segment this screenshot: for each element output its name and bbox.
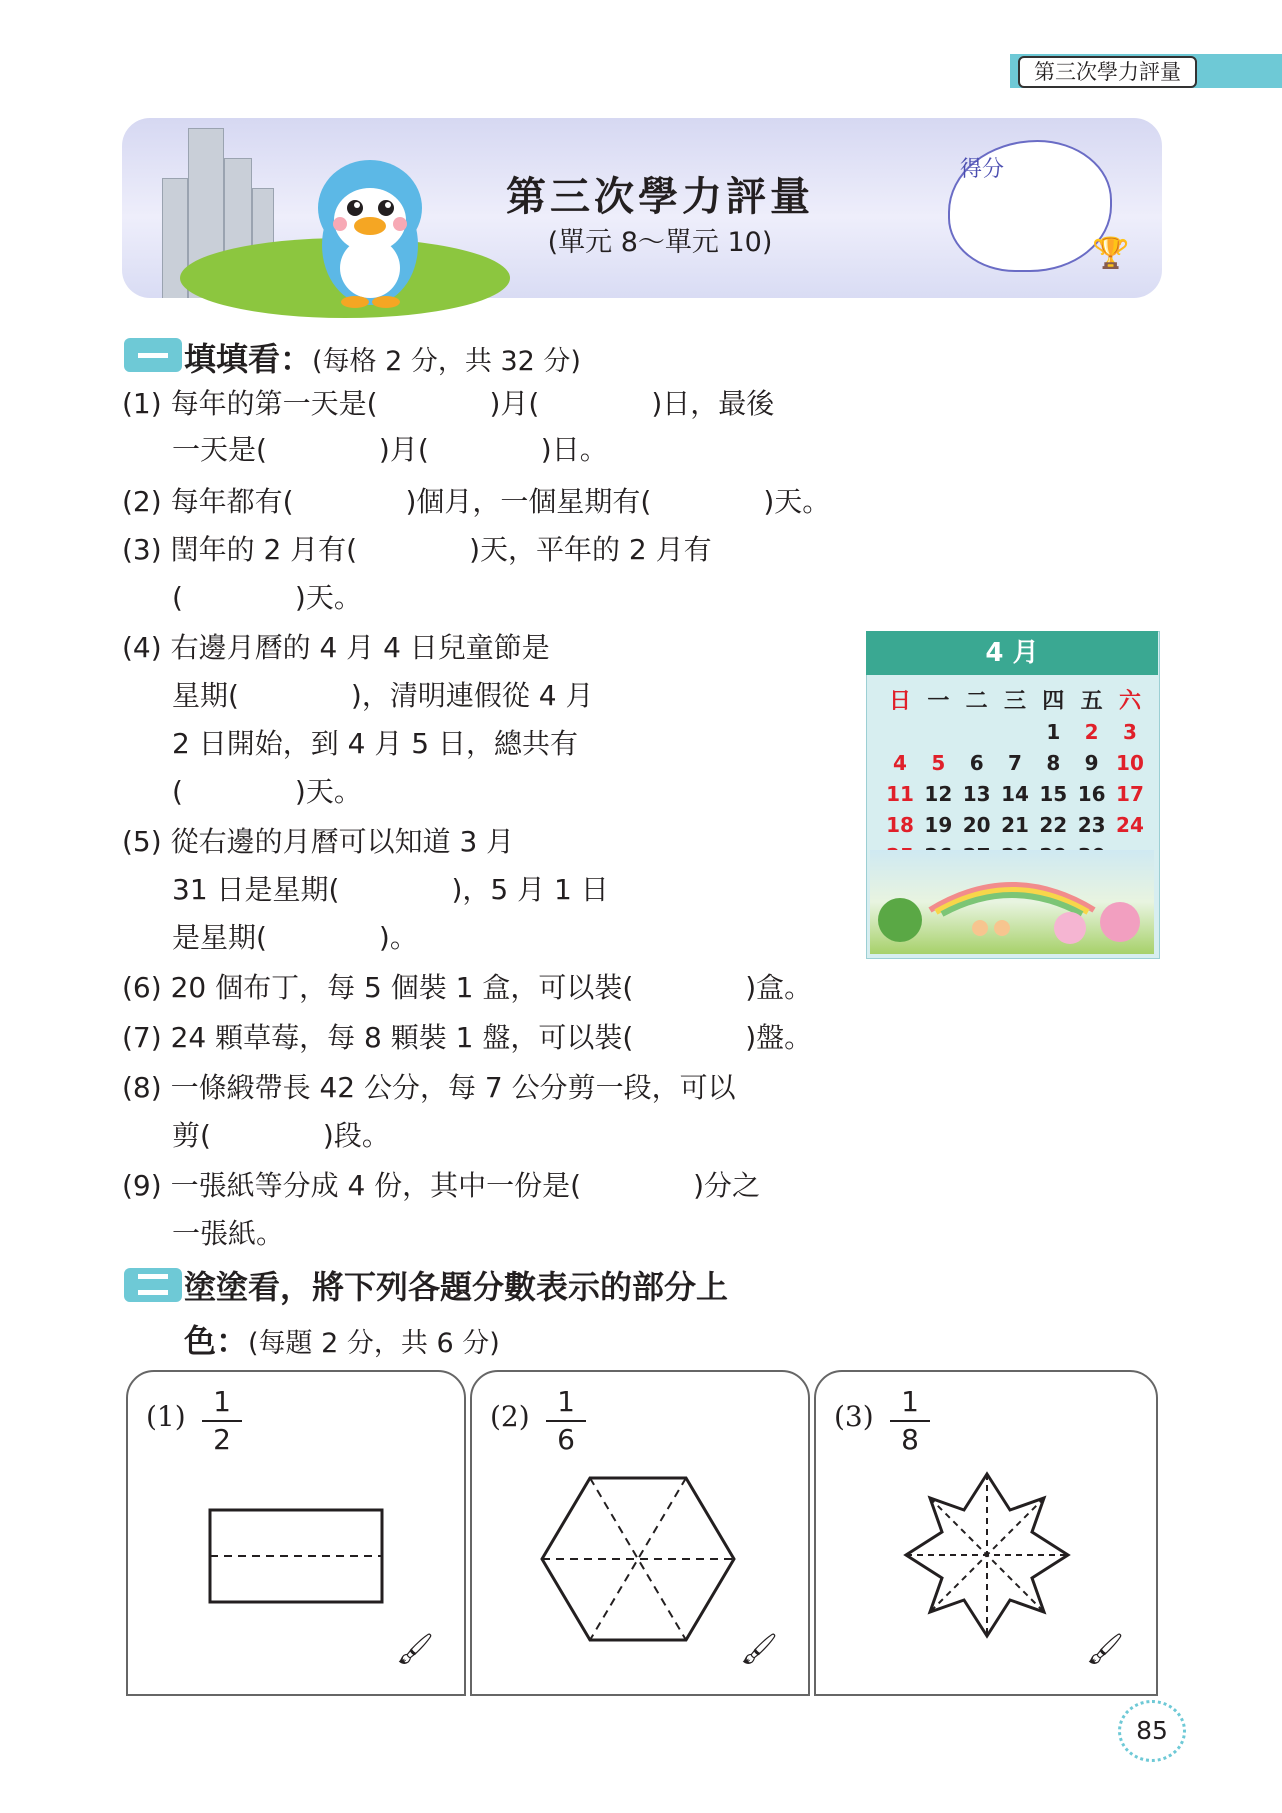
item-1-numerator: 1: [213, 1385, 231, 1418]
item-1-denominator: 2: [213, 1423, 231, 1456]
calendar-day: 5: [931, 751, 946, 775]
calendar-day: 2: [1084, 720, 1099, 744]
calendar-week-row: [882, 810, 1148, 841]
calendar-day: 19: [924, 813, 953, 837]
item-1-label: (1): [146, 1400, 186, 1433]
calendar-day: 15: [1039, 782, 1068, 806]
question-1-line-1: (1) 每年的第一天是( )月( )日，最後: [122, 387, 775, 420]
calendar-day: 14: [1001, 782, 1029, 806]
calendar-park-illustration: [870, 850, 1154, 954]
question-8-line-1: (8) 一條緞帶長 42 公分，每 7 公分剪一段，可以: [122, 1071, 736, 1104]
paintbrush-mascot-icon: 🖌: [740, 1632, 779, 1667]
question-4-line-4: ( )天。: [172, 775, 362, 808]
calendar-day: 8: [1046, 751, 1061, 775]
trophy-icon: 🏆: [1092, 236, 1130, 271]
calendar-week-row: [882, 748, 1148, 779]
calendar-weekday: 一: [927, 689, 950, 714]
calendar-weekday: 六: [1118, 689, 1141, 714]
item-1-fraction: [202, 1386, 242, 1456]
question-7-line-1: (7) 24 顆草莓，每 8 顆裝 1 盤，可以裝( )盤。: [122, 1021, 813, 1054]
question-5-line-3: 是星期( )。: [172, 921, 418, 954]
section-two-heading-line-2: [184, 1316, 500, 1362]
calendar-day: 24: [1116, 813, 1144, 837]
penguin-mascot-illustration: [300, 150, 440, 310]
calendar-day: 3: [1123, 720, 1137, 744]
section-one-heading: [184, 334, 581, 380]
item-3-denominator: 8: [901, 1423, 919, 1456]
section-tab-label: 第三次學力評量: [1018, 56, 1197, 88]
item-3-label: (3): [834, 1400, 874, 1433]
item-2-label: (2): [490, 1400, 530, 1433]
section-two-heading-end: 色：: [184, 1322, 249, 1360]
score-label: 得分: [960, 157, 1005, 182]
question-1-line-2: 一天是( )月( )日。: [172, 433, 608, 466]
hexagon-sixths-shape[interactable]: [538, 1474, 738, 1644]
item-2-denominator: 6: [557, 1423, 575, 1456]
calendar-weekday: 五: [1080, 689, 1103, 714]
calendar-week-row: [882, 717, 1148, 748]
paintbrush-mascot-icon: 🖌: [1086, 1632, 1125, 1667]
calendar-day: 17: [1116, 782, 1144, 806]
question-4-line-2: 星期( )，清明連假從 4 月: [172, 679, 594, 712]
question-3-line-2: ( )天。: [172, 581, 362, 614]
calendar-day: [997, 717, 1033, 748]
calendar-weekday: 四: [1042, 689, 1065, 714]
calendar-weekday-row: [882, 686, 1148, 717]
question-5-line-1: (5) 從右邊的月曆可以知道 3 月: [122, 825, 515, 858]
item-3-numerator: 1: [901, 1385, 919, 1418]
question-9-line-2: 一張紙。: [172, 1217, 285, 1250]
calendar-day: [920, 717, 956, 748]
calendar-day: 13: [962, 782, 991, 806]
question-4-line-3: 2 日開始，到 4 月 5 日，總共有: [172, 727, 578, 760]
calendar-day: [959, 717, 995, 748]
section-two-badge: [124, 1268, 182, 1302]
page-subtitle: (單元 8～單元 10): [547, 227, 773, 258]
section-two-score-note: (每題 2 分，共 6 分): [248, 1328, 500, 1359]
question-9-line-1: (9) 一張紙等分成 4 份，其中一份是( )分之: [122, 1169, 761, 1202]
calendar-week-row: [882, 779, 1148, 810]
octagram-eighths-shape[interactable]: [902, 1470, 1072, 1640]
paintbrush-mascot-icon: 🖌: [396, 1632, 435, 1667]
calendar-grid: [882, 686, 1148, 872]
question-4-line-1: (4) 右邊月曆的 4 月 4 日兒童節是: [122, 631, 550, 664]
item-2-fraction: [546, 1386, 586, 1456]
calendar-day: 4: [893, 751, 907, 775]
section-one-score-note: (每格 2 分，共 32 分): [312, 346, 581, 377]
calendar-day: 16: [1077, 782, 1106, 806]
calendar-day: 20: [962, 813, 991, 837]
question-3-line-1: (3) 閏年的 2 月有( )天，平年的 2 月有: [122, 533, 712, 566]
calendar-day: 11: [886, 782, 914, 806]
page-number: 85: [1118, 1700, 1186, 1762]
calendar-day: 18: [886, 813, 914, 837]
calendar-day: 10: [1116, 751, 1144, 775]
section-two-heading-line-1: 塗塗看，將下列各題分數表示的部分上: [184, 1268, 729, 1306]
calendar-weekday: 三: [1003, 689, 1026, 714]
question-2-line-1: (2) 每年都有( )個月，一個星期有( )天。: [122, 485, 831, 518]
calendar-day: 23: [1077, 813, 1106, 837]
calendar-day: 6: [969, 751, 984, 775]
calendar-day: 22: [1039, 813, 1068, 837]
section-one-title: 填填看：: [184, 340, 313, 378]
question-5-line-2: 31 日是星期( )，5 月 1 日: [172, 873, 609, 906]
calendar-day: 9: [1084, 751, 1099, 775]
rectangle-halves-shape[interactable]: [206, 1506, 386, 1606]
question-6-line-1: (6) 20 個布丁，每 5 個裝 1 盒，可以裝( )盒。: [122, 971, 813, 1004]
calendar-day: [882, 717, 918, 748]
calendar-day: 21: [1001, 813, 1029, 837]
item-3-fraction: [890, 1386, 930, 1456]
calendar-month-title: 4 月: [866, 631, 1158, 675]
section-one-badge: [124, 338, 182, 372]
item-2-numerator: 1: [557, 1385, 575, 1418]
page-title: 第三次學力評量: [506, 174, 814, 220]
calendar-day: 1: [1046, 720, 1061, 744]
calendar-day: 7: [1008, 751, 1022, 775]
calendar-day: 12: [924, 782, 953, 806]
question-8-line-2: 剪( )段。: [172, 1119, 390, 1152]
calendar-weekday: 二: [965, 689, 988, 714]
calendar-weekday: 日: [888, 689, 911, 714]
